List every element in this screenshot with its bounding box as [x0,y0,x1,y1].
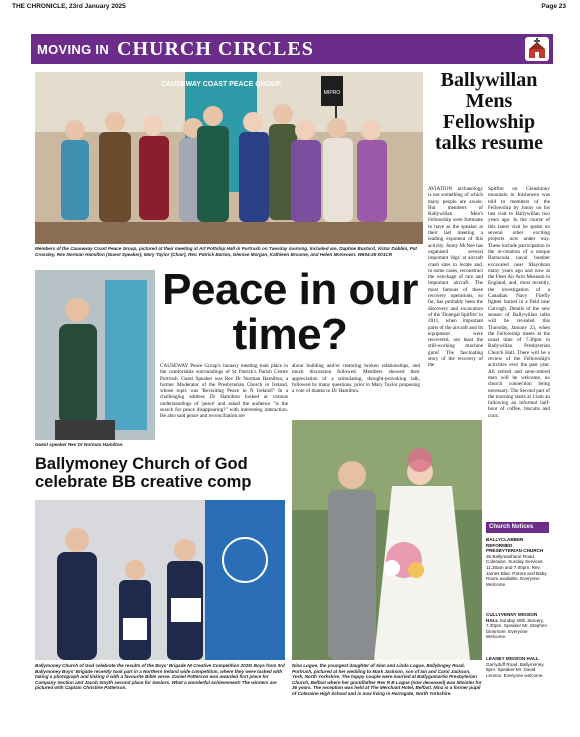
peace-col2 [292,363,420,394]
wedding-photo [292,420,482,660]
mens-fellowship-col2 [488,186,550,516]
page-number: Page 23 [541,3,566,10]
guest-speaker-caption: Guest speaker Rev Dr Norman Hamilton. [35,442,124,447]
section-banner [31,34,553,64]
peace-group-caption: Members of the Causeway Coast Peace Group, pictured at their meeting at Art Pottship Hall in Portrush on Tuesday morning. Included are, Daphne Bustard, Victor Dobbin, Pat Crossley, Rev Norman Hamilton (Guest Speaker), Mary Taylor (Chair), Rev. Patrick Barton, Glenise Morgan, Kathleen Broome, and Helen McKeown. W604-25-001CR [35,246,417,257]
church-notices-heading: Church Notices [486,522,549,533]
peace-col1 [160,363,288,420]
notice-body: 35 Ballyreashane Road, Coleraine. Sunday Services 11.30am and 7.00pm. Rev. James Blair. Parent and Baby Room available. Everyone Welcome. [486,553,547,587]
church-logo-icon [525,37,549,61]
notice-body: Sunday 26th January, 7.30pm. Speaker Mr. Stephen Dinsmore. Everyone Welcome. [486,617,548,640]
bb-headline: Ballymoney Church of God celebrate BB creative comp [35,455,252,491]
mens-fellowship-headline: Ballywillan Mens Fellowship talks resume [435,69,543,154]
mens-col1-text: AVIATION archaeology is not something of which many people are aware. But members of Ballywillan Men's Fellowship were fortunate to have as the speaker at their last meeting a leading exponent of this activity. Jonny McNee has organised several important 'digs' at aircraft crash sites to locate and, in some cases, reconstruct the wreckage of rare and important aircraft. The most famous of these recovery operations, so far, has probably been the discovery and excavation of the 'Donegal Spitfire' in 2011, when important parts of the aircraft and its equipment were recovered, not least the still-working machine guns! The fascinating story of the recovery of the [428,186,483,369]
notice-item [486,612,549,640]
banner-church-text: CHURCH CIRCLES [117,37,314,60]
notice-title: LEANEY MISSION HALL [486,656,539,661]
notice-item [486,537,549,587]
guest-speaker-photo [35,270,155,440]
notice-body: Garryduff Road, Ballymoney. 8pm. Speaker Mr. David Lennox. Everyone welcome. [486,661,545,678]
notice-title: BALLYCLABBER REFORMED PRESBYTERIAN CHURCH [486,537,544,554]
mens-fellowship-col1 [428,186,483,369]
peace-col2-text: about building and/or restoring broken relationships, and much discussion followed. Members showed their appreciation of a stimulating, thought-provoking talk, followed by many questions, prior to Mary Taylor proposing a vote of thanks to Dr Hamilton. [292,363,420,395]
peace-group-photo [35,72,423,244]
peace-headline: Peace in our time? [162,265,418,359]
peace-banner-text: CAUSEWAY COAST PEACE GROUP [161,81,281,88]
peace-col1-text: CAUSEWAY Peace Group's January meeting took place in the comfortable surroundings of St Patrick's Parish Centre Portrush. Guest Speaker was Rev Dr Norman Hamilton, a former Moderator of the Presbyterian Church in Ireland, whose topic was 'Revisiting Peace in N Ireland?' In a challenging address Dr Hamilton looked at various understandings of 'peace' and asked the audience "is the search for peace disappearing?" with interesting interaction. He also said peace and reconciliation are [160,363,288,420]
masthead: THE CHRONICLE, 23rd January 2025 [12,3,126,10]
notice-title: CULLYVENNY MISSION HALL [486,612,538,623]
mens-col2-text: Spitfire on Glenshinny mountain in Inishowen was told to members of the Fellowship by Jonny on his last visit to Ballywillan two years ago. In the course of this latest visit he spoke on several other exciting projects now under way. These include participation in the re-creation of a unique Barracuda naval bomber excavated near Mayobran many years ago and now at the Fleet Air Arm Museum in England, and, most recently, the investigation of a Canadian Navy Firefly fighter buried in a field near Garvagh. Details of the new season of Ballywillan talks will be revealed this Thursday, January 23, when the Fellowship meets at the usual time of 7.30pm in Ballywillan Presbyterian Church Hall. There will be a review of the Fellowship's activities over the past year. All retired and semi-retired men will be welcome, no church connection being necessary. The Second part of the morning starts at 11am an following an informal half-hour of coffee, biscuits and craic. [488,186,550,419]
speaker-label: MIPRO [323,90,341,96]
bb-caption: Ballymoney Church of God celebrate the results of the Boys' Brigade NI Creative Competition 2025! Boys from 3rd Ballymoney Boys' Brigade recently took part in a Northern Ireland wide competition, where they were tasked with taking a photograph and linking it with a favourite Bible verse. Daniel Patterson was awarded first place for Company Section and Jacob Smyth second place for Seniors. What a wonderful achievement! The winners are pictured with Captain Christine Patterson. [35,663,285,691]
bb-photo [35,500,285,660]
page-folio [12,3,566,15]
notice-item [486,656,549,678]
banner-moving-text: MOVING IN [37,41,110,57]
wedding-caption: Nina Logue, the youngest daughter of Alan and Linda Logue, Ballybogey Road, Portrush, pictured at her wedding to Mark Jackson, son of Ian and Carol Jackson, York, North Yorkshire. The happy couple were married at Ballygomartin Presbyterian Church, Belfast where her grandfather Rev R B Logue (now deceased) was Minister for 36 years. The reception was held at The Merchant Hotel, Belfast. Nina is a former pupil of Coleraine High School and is now living in Harrogate, North Yorkshire. [292,663,482,696]
